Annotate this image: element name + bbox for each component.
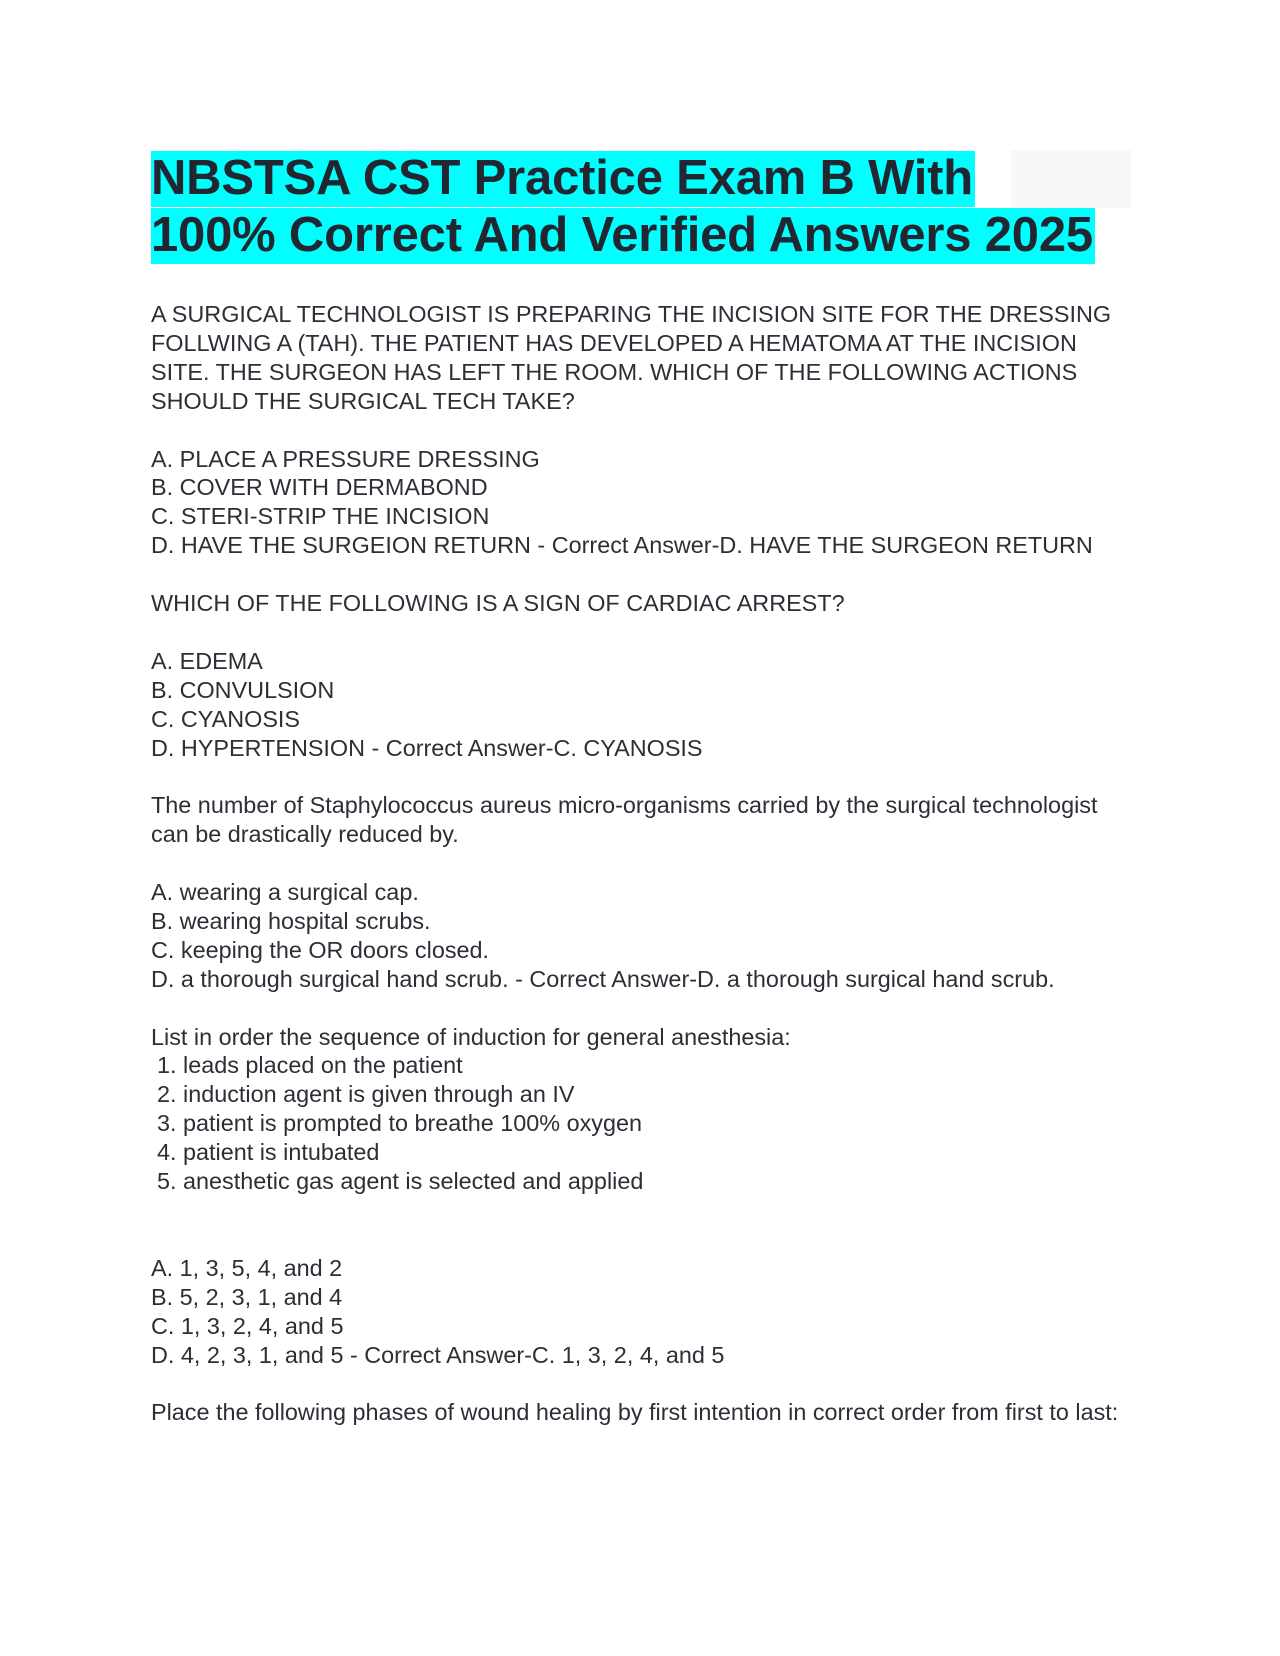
option-c: C. STERI-STRIP THE INCISION — [151, 503, 490, 530]
question-block-4 — [151, 1023, 1131, 1370]
option-c: C. CYANOSIS — [151, 705, 301, 732]
step-item: 5. anesthetic gas agent is selected and applied — [157, 1168, 644, 1195]
step-item: 2. induction agent is given through an IV — [157, 1081, 575, 1108]
option-a: A. PLACE A PRESSURE DRESSING — [151, 445, 540, 472]
option-a: A. 1, 3, 5, 4, and 2 — [151, 1254, 343, 1281]
step-item: 4. patient is intubated — [157, 1139, 380, 1166]
question-block-2 — [151, 589, 1131, 762]
question-block-3 — [151, 791, 1131, 993]
question-text: A SURGICAL TECHNOLOGIST IS PREPARING THE INCISION SITE FOR THE DRESSING FOLLWING A (TAH). THE PATIENT HAS DEVELOPED A HEMATOMA AT THE INCISION SITE. THE SURGEON HAS LEFT THE ROOM. WHICH OF THE FOLLOWING ACTIONS SHOULD THE SURGICAL TECH TAKE? — [151, 301, 1112, 414]
step-item: 1. leads placed on the patient — [157, 1052, 463, 1079]
question-block-5 — [151, 1398, 1131, 1427]
option-c: C. keeping the OR doors closed. — [151, 936, 490, 963]
step-item: 3. patient is prompted to breathe 100% oxygen — [157, 1110, 643, 1137]
option-d-with-answer: D. HAVE THE SURGEION RETURN - Correct Answer-D. HAVE THE SURGEON RETURN — [151, 532, 1093, 559]
question-block-1 — [151, 300, 1131, 560]
question-text: List in order the sequence of induction for general anesthesia: — [151, 1023, 791, 1050]
question-text: WHICH OF THE FOLLOWING IS A SIGN OF CARDIAC ARREST? — [151, 590, 845, 617]
title-line-2: 100% Correct And Verified Answers 2025 — [151, 208, 1093, 262]
option-c: C. 1, 3, 2, 4, and 5 — [151, 1312, 344, 1339]
title-line-1: NBSTSA CST Practice Exam B With — [151, 151, 974, 205]
option-b: B. wearing hospital scrubs. — [151, 907, 431, 934]
page-title — [151, 150, 1131, 264]
document-page — [151, 150, 1131, 1427]
sequence-steps — [151, 1051, 1131, 1196]
option-d-with-answer: D. HYPERTENSION - Correct Answer-C. CYANOSIS — [151, 734, 703, 761]
option-d-with-answer: D. a thorough surgical hand scrub. - Correct Answer-D. a thorough surgical hand scrub. — [151, 965, 1055, 992]
option-b: B. COVER WITH DERMABOND — [151, 474, 488, 501]
title-block — [151, 150, 1131, 264]
option-a: A. wearing a surgical cap. — [151, 879, 419, 906]
option-d-with-answer: D. 4, 2, 3, 1, and 5 - Correct Answer-C. 1, 3, 2, 4, and 5 — [151, 1341, 725, 1368]
option-b: B. 5, 2, 3, 1, and 4 — [151, 1283, 343, 1310]
option-a: A. EDEMA — [151, 647, 263, 674]
question-text: Place the following phases of wound healing by first intention in correct order from first to last: — [151, 1399, 1119, 1426]
question-text: The number of Staphylococcus aureus micro-organisms carried by the surgical technologist can be drastically reduced by. — [151, 792, 1098, 848]
option-b: B. CONVULSION — [151, 676, 335, 703]
